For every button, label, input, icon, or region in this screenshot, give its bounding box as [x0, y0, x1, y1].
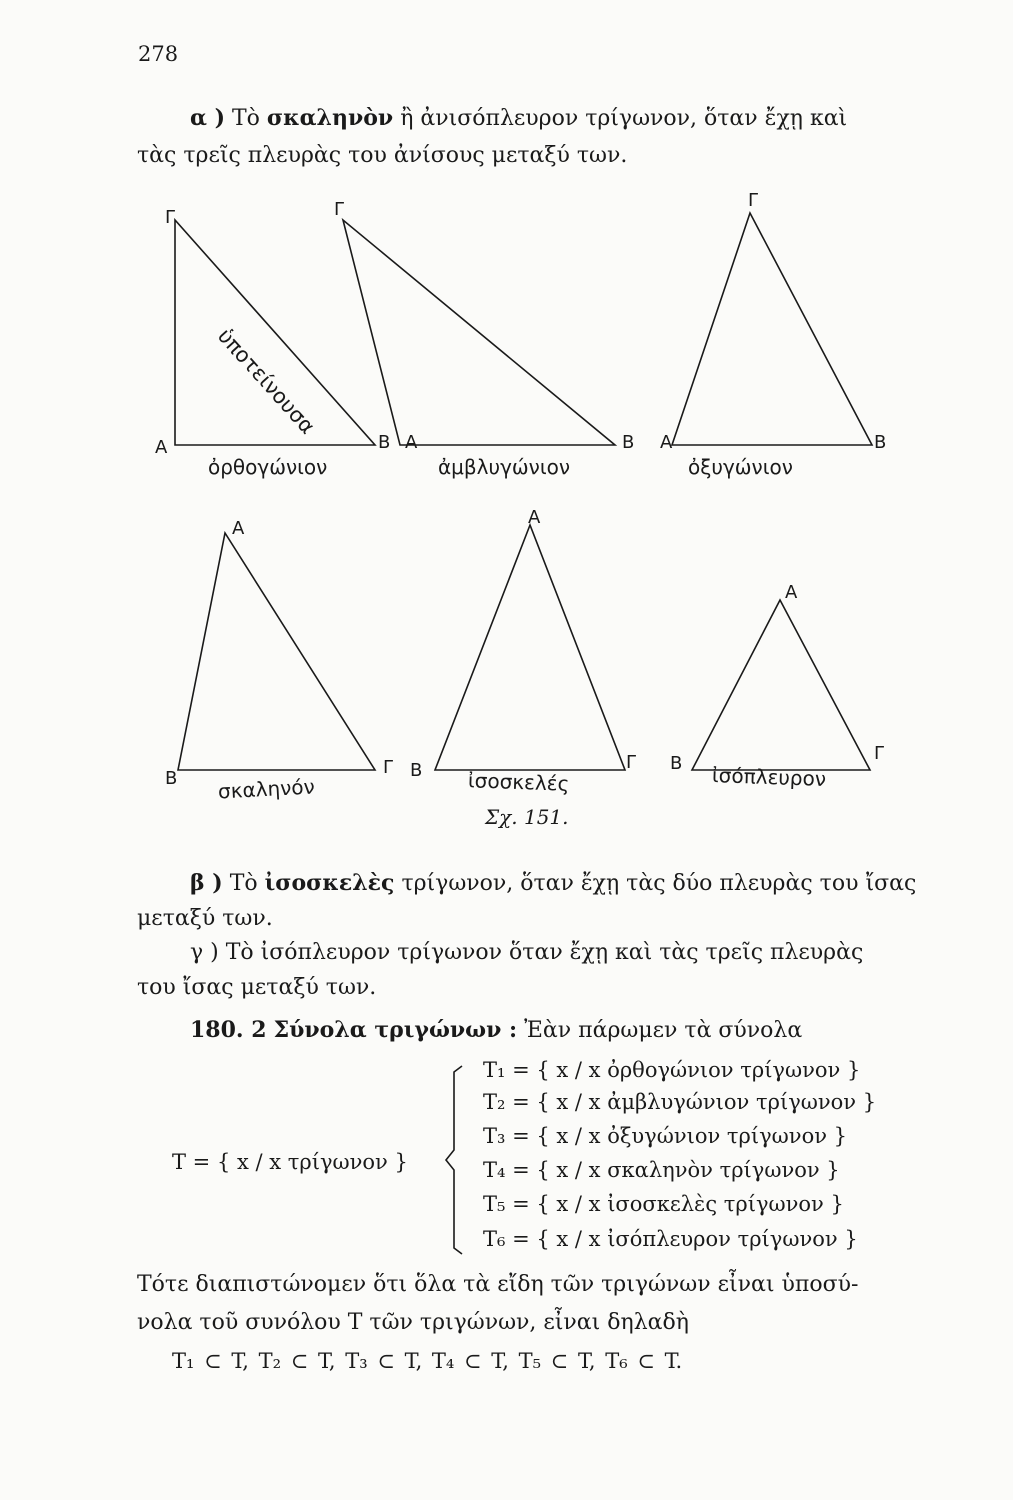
subset-5: T₅ = { x / x ἰσοσκελὲς τρίγωνον } — [483, 1192, 844, 1216]
triangle-acute — [672, 213, 872, 445]
vertex-right-left: Α — [155, 437, 168, 458]
label-obtuse-triangle: ἀμβλυγώνιον — [438, 455, 571, 479]
vertex-isosceles-right: Γ — [626, 752, 637, 773]
gamma-paragraph-line1: γ ) Τὸ ἰσόπλευρον τρίγωνον ὅταν ἔχῃ καὶ τὰς τρεῖς πλευρὰς — [190, 940, 864, 965]
inclusions-line: T₁ ⊂ T, T₂ ⊂ T, T₃ ⊂ T, T₄ ⊂ T, T₅ ⊂ T, T₆ ⊂ T. — [172, 1349, 683, 1373]
gamma-paragraph-line2: του ἴσας μεταξύ των. — [137, 975, 377, 1000]
triangle-equilateral — [692, 600, 870, 770]
vertex-acute-right: Β — [874, 432, 887, 453]
set-brace — [440, 1062, 470, 1258]
triangle-obtuse — [343, 220, 615, 445]
beta-term: ἰσοσκελὲς — [264, 870, 395, 896]
vertex-obtuse-left: Α — [405, 432, 418, 453]
vertex-acute-left: Α — [660, 432, 673, 453]
label-scalene-triangle: σκαληνόν — [217, 774, 316, 804]
label-right-triangle: ὀρθογώνιον — [208, 455, 328, 479]
alpha-paragraph-line1 — [190, 105, 847, 131]
conclusion-line1: Τότε διαπιστώνομεν ὅτι ὅλα τὰ εἴδη τῶν τριγώνων εἶναι ὑποσύ- — [137, 1272, 859, 1297]
section-heading — [190, 1017, 802, 1043]
subset-1: T₁ = { x / x ὀρθογώνιον τρίγωνον } — [483, 1058, 861, 1082]
triangle-right — [175, 220, 375, 445]
figure-triangles — [130, 195, 910, 840]
vertex-obtuse-right: Β — [622, 432, 635, 453]
figure-caption: Σχ. 151. — [485, 805, 569, 829]
subset-4: T₄ = { x / x σκαληνὸν τρίγωνον } — [483, 1158, 840, 1182]
vertex-equilateral-left: Β — [670, 753, 683, 774]
vertex-scalene-top: Α — [232, 518, 245, 539]
alpha-term: σκαληνὸν — [266, 105, 394, 131]
main-set: T = { x / x τρίγωνον } — [172, 1150, 408, 1174]
vertex-isosceles-top: Α — [528, 507, 541, 528]
vertex-scalene-left: Β — [165, 768, 178, 789]
beta-paragraph-line1 — [190, 870, 916, 896]
alpha-marker: α ) — [190, 105, 225, 131]
beta-rest: τρίγωνον, ὅταν ἔχῃ τὰς δύο πλευρὰς του ἴσας — [401, 871, 917, 896]
vertex-right-right: Β — [378, 432, 391, 453]
beta-lead: Τὸ — [229, 871, 258, 896]
label-acute-triangle: ὀξυγώνιον — [688, 455, 793, 479]
label-equilateral-triangle: ἰσόπλευρον — [711, 763, 827, 791]
label-isosceles-triangle: ἰσοσκελές — [467, 768, 570, 796]
vertex-obtuse-top: Γ — [334, 199, 345, 220]
subset-6: T₆ = { x / x ἰσόπλευρον τρίγωνον } — [483, 1227, 858, 1251]
page-number: 278 — [138, 42, 179, 66]
section-number: 180. 2 — [190, 1017, 267, 1043]
vertex-scalene-right: Γ — [383, 757, 394, 778]
subset-3: T₃ = { x / x ὀξυγώνιον τρίγωνον } — [483, 1124, 848, 1148]
vertex-equilateral-top: Α — [785, 582, 798, 603]
triangle-scalene — [178, 533, 375, 770]
subset-2: T₂ = { x / x ἀμβλυγώνιον τρίγωνον } — [483, 1090, 877, 1114]
conclusion-line2: νολα τοῦ συνόλου T τῶν τριγώνων, εἶναι δηλαδὴ — [137, 1310, 689, 1335]
alpha-lead: Τὸ — [232, 106, 260, 131]
vertex-equilateral-right: Γ — [874, 743, 885, 764]
alpha-rest: ἢ ἀνισόπλευρον τρίγωνον, ὅταν ἔχῃ καὶ — [400, 106, 848, 131]
vertex-right-top: Γ — [165, 207, 176, 228]
section-rest: Ἐὰν πάρωμεν τὰ σύνολα — [524, 1018, 803, 1043]
vertex-acute-top: Γ — [748, 190, 759, 211]
hypotenuse-label: ὑποτείνουσα — [213, 323, 320, 439]
beta-marker: β ) — [190, 870, 223, 896]
alpha-paragraph-line2: τὰς τρεῖς πλευρὰς του ἀνίσους μεταξύ των. — [137, 143, 628, 168]
vertex-isosceles-left: Β — [410, 760, 423, 781]
triangle-isosceles — [435, 525, 625, 770]
section-title: Σύνολα τριγώνων : — [273, 1017, 518, 1043]
beta-paragraph-line2: μεταξύ των. — [137, 906, 273, 931]
